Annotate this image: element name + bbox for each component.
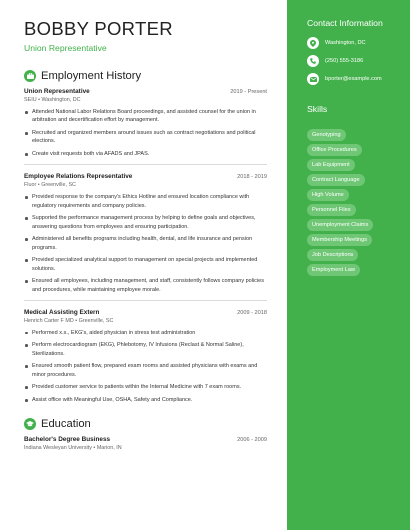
school-location: Marion, IN <box>96 445 122 452</box>
job-entry <box>24 309 267 405</box>
location-pin-icon <box>307 37 319 49</box>
education-section-header <box>24 418 267 430</box>
contact-phone <box>307 55 402 67</box>
skill-pill: Office Procedures <box>307 144 362 156</box>
skill-pill: Contract Language <box>307 174 365 186</box>
briefcase-icon <box>24 70 36 82</box>
contact-heading: Contact Information <box>307 18 383 28</box>
separator-dot: • <box>37 182 42 189</box>
job-company-line <box>24 182 267 188</box>
contact-location <box>307 37 402 49</box>
degree: Bachelor's Degree Business <box>24 436 111 444</box>
school-line <box>24 445 267 451</box>
job-location: Washington, DC <box>41 97 81 103</box>
sidebar <box>287 0 410 530</box>
skill-pill: Employment Law <box>307 264 360 276</box>
job-location: Greenville, SC <box>41 182 76 189</box>
job-bullet: Create visit requests both via AFADS and JPAS. <box>24 150 267 158</box>
job-title: Union Representative <box>24 88 90 95</box>
job-bullet: Perform electrocardiogram (EKG), Phlebotomy, IV Infusions (Reclast & Normal Saline), Sterilizations. <box>24 341 267 358</box>
divider <box>24 300 267 301</box>
job-bullets <box>24 193 267 294</box>
separator-dot: • <box>75 317 79 324</box>
skills-heading: Skills <box>307 104 328 114</box>
education-entry <box>24 436 267 451</box>
job-bullet: Supported the performance management process by helping to define goals and objectives, answering questions from employees and ensuring participation. <box>24 214 267 231</box>
job-entry <box>24 88 267 158</box>
employment-heading: Employment History <box>41 70 142 82</box>
job-company-line <box>24 318 267 324</box>
contact-email <box>307 73 402 85</box>
job-title: Medical Assisting Extern <box>24 308 100 316</box>
education-heading: Education <box>41 418 91 431</box>
job-company-line <box>24 97 267 103</box>
separator-dot: • <box>38 97 42 103</box>
skill-pill: Personnel Files <box>307 204 356 216</box>
skill-pill: Unemployment Claims <box>307 219 373 231</box>
email-text[interactable]: bporter@example.com <box>325 76 382 82</box>
envelope-icon <box>307 73 319 85</box>
candidate-title: Union Representative <box>24 43 107 53</box>
employment-section-header <box>24 70 267 82</box>
job-bullet: Performed x.s., EKG's, aided physician in stress test administration <box>24 329 267 337</box>
skill-pill: Lab Equipment <box>307 159 355 171</box>
job-bullet: Ensured smooth patient flow, prepared exam rooms and assisted physicians with exams and minor procedures. <box>24 362 267 379</box>
job-bullet: Assist office with Meaningful Use, OSHA, Safety and Compliance. <box>24 396 267 404</box>
job-title: Employee Relations Representative <box>24 173 133 181</box>
skill-pill: High Volume <box>307 189 349 201</box>
job-bullet: Attended National Labor Relations Board proceedings, and assisted counsel for the union in arbitration and decertification effort by management. <box>24 108 267 125</box>
job-location: Greenville, SC <box>78 317 114 324</box>
phone-text: (250) 555-3186 <box>325 58 364 64</box>
education-dates: 2006 - 2009 <box>237 437 267 444</box>
skill-pill: Membership Meetings <box>307 234 372 246</box>
divider <box>24 164 267 165</box>
phone-icon <box>307 55 319 67</box>
job-company: SEIU <box>24 97 37 103</box>
job-bullet: Provided specialized analytical support to management on special projects and implemented solutions. <box>24 256 267 273</box>
skill-pill: Job Descriptions <box>307 249 358 261</box>
job-entry <box>24 173 267 294</box>
job-dates: 2019 - Present <box>230 89 267 95</box>
school: Indiana Wesleyan University <box>24 445 92 452</box>
separator-dot: • <box>93 445 97 452</box>
graduation-cap-icon <box>24 418 36 430</box>
job-bullet: Provided customer service to patients within the Internal Medicine with 7 exam rooms. <box>24 383 267 391</box>
job-dates: 2018 - 2019 <box>237 174 267 181</box>
job-bullet: Administered all benefits programs including health, dental, and life insurance and pension programs. <box>24 235 267 252</box>
job-bullet: Ensured all employees, including management, and staff, consistently follows company policies and procedures, while maintaining employee morale. <box>24 277 267 294</box>
job-bullets <box>24 108 267 158</box>
skill-pill: Genotyping <box>307 129 346 141</box>
job-company: Henrich Carter F MD <box>24 317 74 324</box>
candidate-name: BOBBY PORTER <box>24 18 173 39</box>
job-bullet: Provided response to the company's Ethics Hotline and ensured location compliance with regulatory requirements and company policies. <box>24 193 267 210</box>
job-company: Fluor <box>24 182 37 189</box>
job-dates: 2009 - 2018 <box>237 309 267 316</box>
job-bullet: Recruited and organized members around issues such as contract negotiations and political elections. <box>24 129 267 146</box>
location-text: Washington, DC <box>325 40 366 46</box>
job-bullets <box>24 329 267 405</box>
